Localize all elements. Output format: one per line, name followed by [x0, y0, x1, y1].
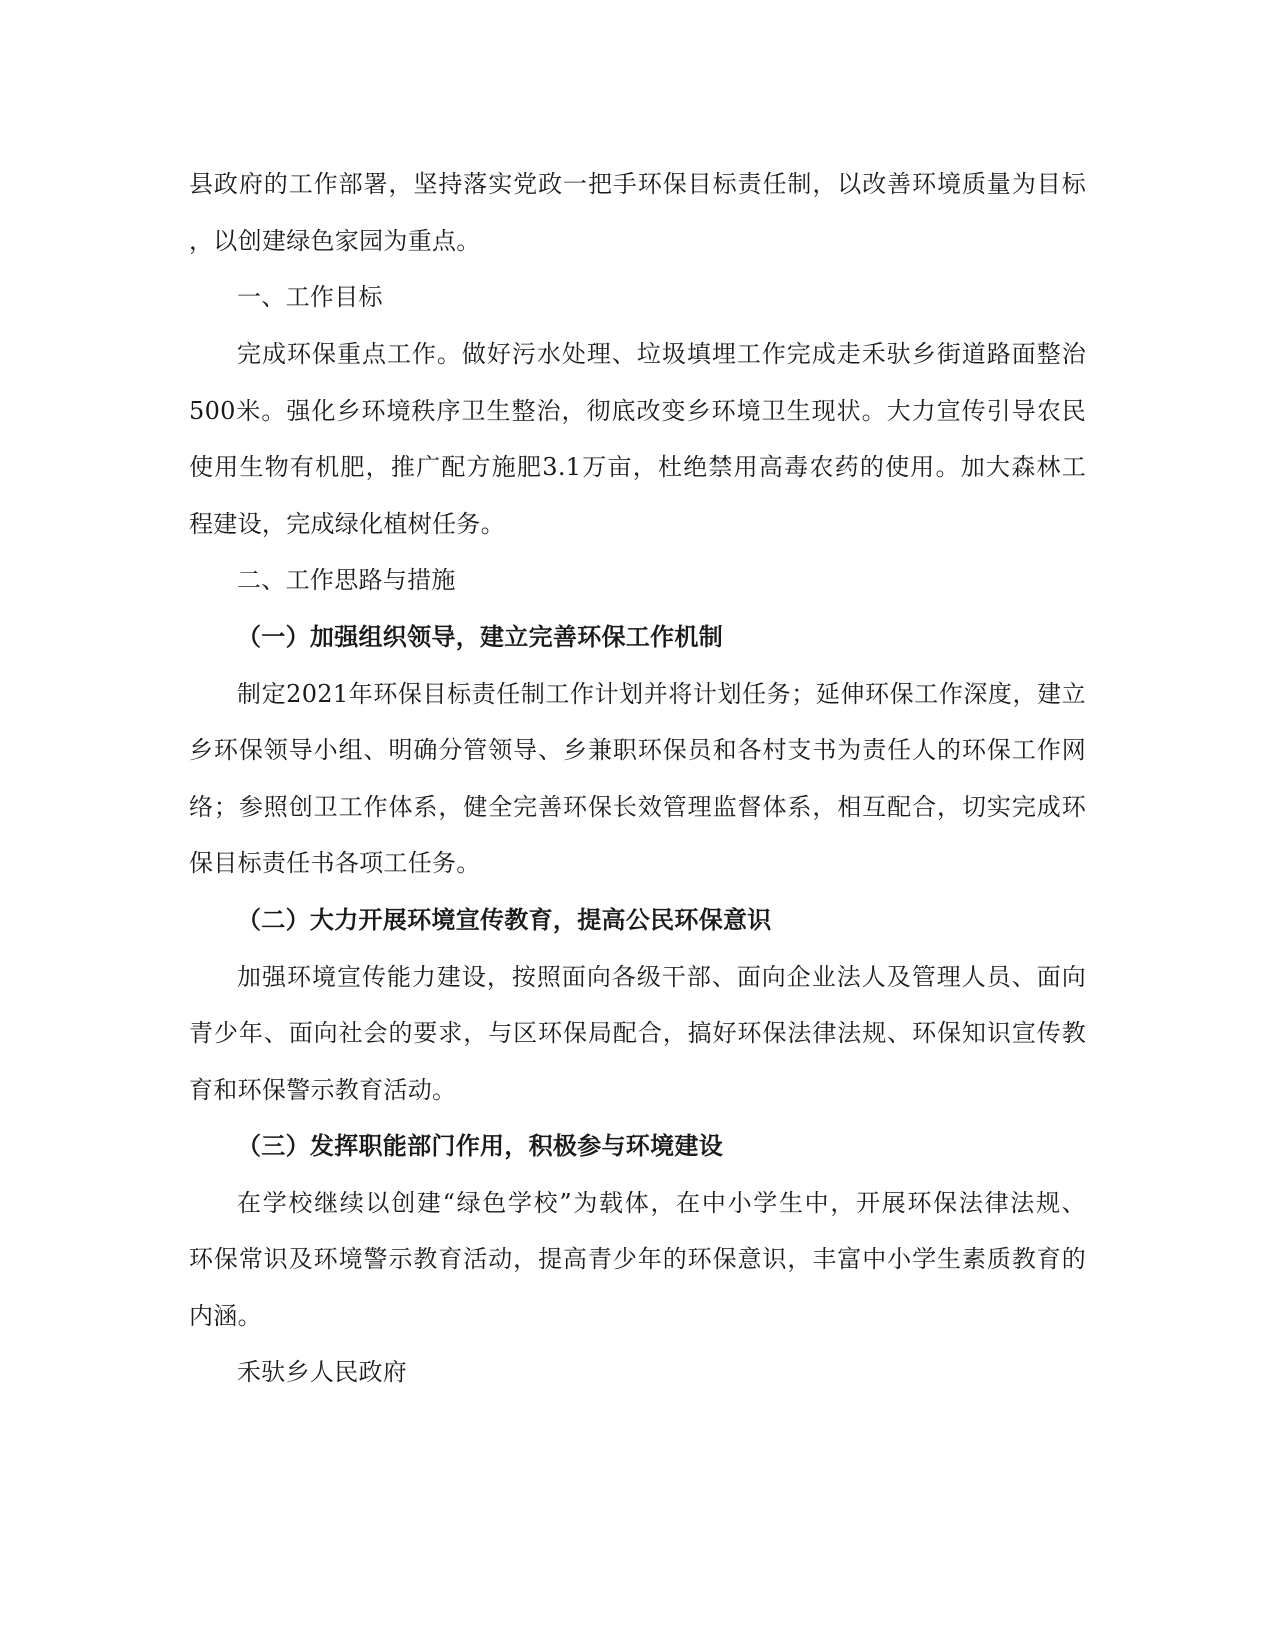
body-line: 在学校继续以创建“绿色学校”为载体，在中小学生中，开展环保法律法规、: [237, 1189, 1086, 1217]
body-line: 内涵。: [189, 1302, 262, 1330]
body-line: 青少年、面向社会的要求，与区环保局配合，搞好环保法律法规、环保知识宣传教: [189, 1019, 1086, 1047]
body-line: 环保常识及环境警示教育活动，提高青少年的环保意识，丰富中小学生素质教育的: [189, 1245, 1086, 1273]
body-line: 完成环保重点工作。做好污水处理、垃圾填埋工作完成走禾驮乡街道路面整治: [237, 340, 1086, 368]
body-line: 县政府的工作部署，坚持落实党政一把手环保目标责任制，以改善环境质量为目标: [189, 170, 1086, 198]
body-line: 制定2021年环保目标责任制工作计划并将计划任务；延伸环保工作深度，建立: [237, 680, 1086, 708]
body-line: 乡环保领导小组、明确分管领导、乡兼职环保员和各村支书为责任人的环保工作网: [189, 736, 1086, 764]
section-title: 一、工作目标: [237, 283, 383, 311]
body-line: 育和环保警示教育活动。: [189, 1076, 457, 1104]
body-line: 保目标责任书各项工任务。: [189, 849, 481, 877]
subsection-heading: （二）大力开展环境宣传教育，提高公民环保意识: [237, 905, 772, 934]
body-line: 络；参照创卫工作体系，健全完善环保长效管理监督体系，相互配合，切实完成环: [189, 793, 1086, 821]
subsection-heading: （三）发挥职能部门作用，积极参与环境建设: [237, 1131, 723, 1160]
signature-organization: 禾驮乡人民政府: [237, 1358, 408, 1386]
body-line: ，以创建绿色家园为重点。: [189, 227, 481, 255]
body-line: 使用生物有机肥，推广配方施肥3.1万亩，杜绝禁用高毒农药的使用。加大森林工: [189, 453, 1086, 481]
body-line: 500米。强化乡环境秩序卫生整治，彻底改变乡环境卫生现状。大力宣传引导农民: [189, 397, 1086, 425]
body-line: 程建设，完成绿化植树任务。: [189, 510, 505, 538]
body-line: 加强环境宣传能力建设，按照面向各级干部、面向企业法人及管理人员、面向: [237, 963, 1086, 991]
subsection-heading: （一）加强组织领导，建立完善环保工作机制: [237, 622, 723, 651]
section-title: 二、工作思路与措施: [237, 566, 456, 594]
